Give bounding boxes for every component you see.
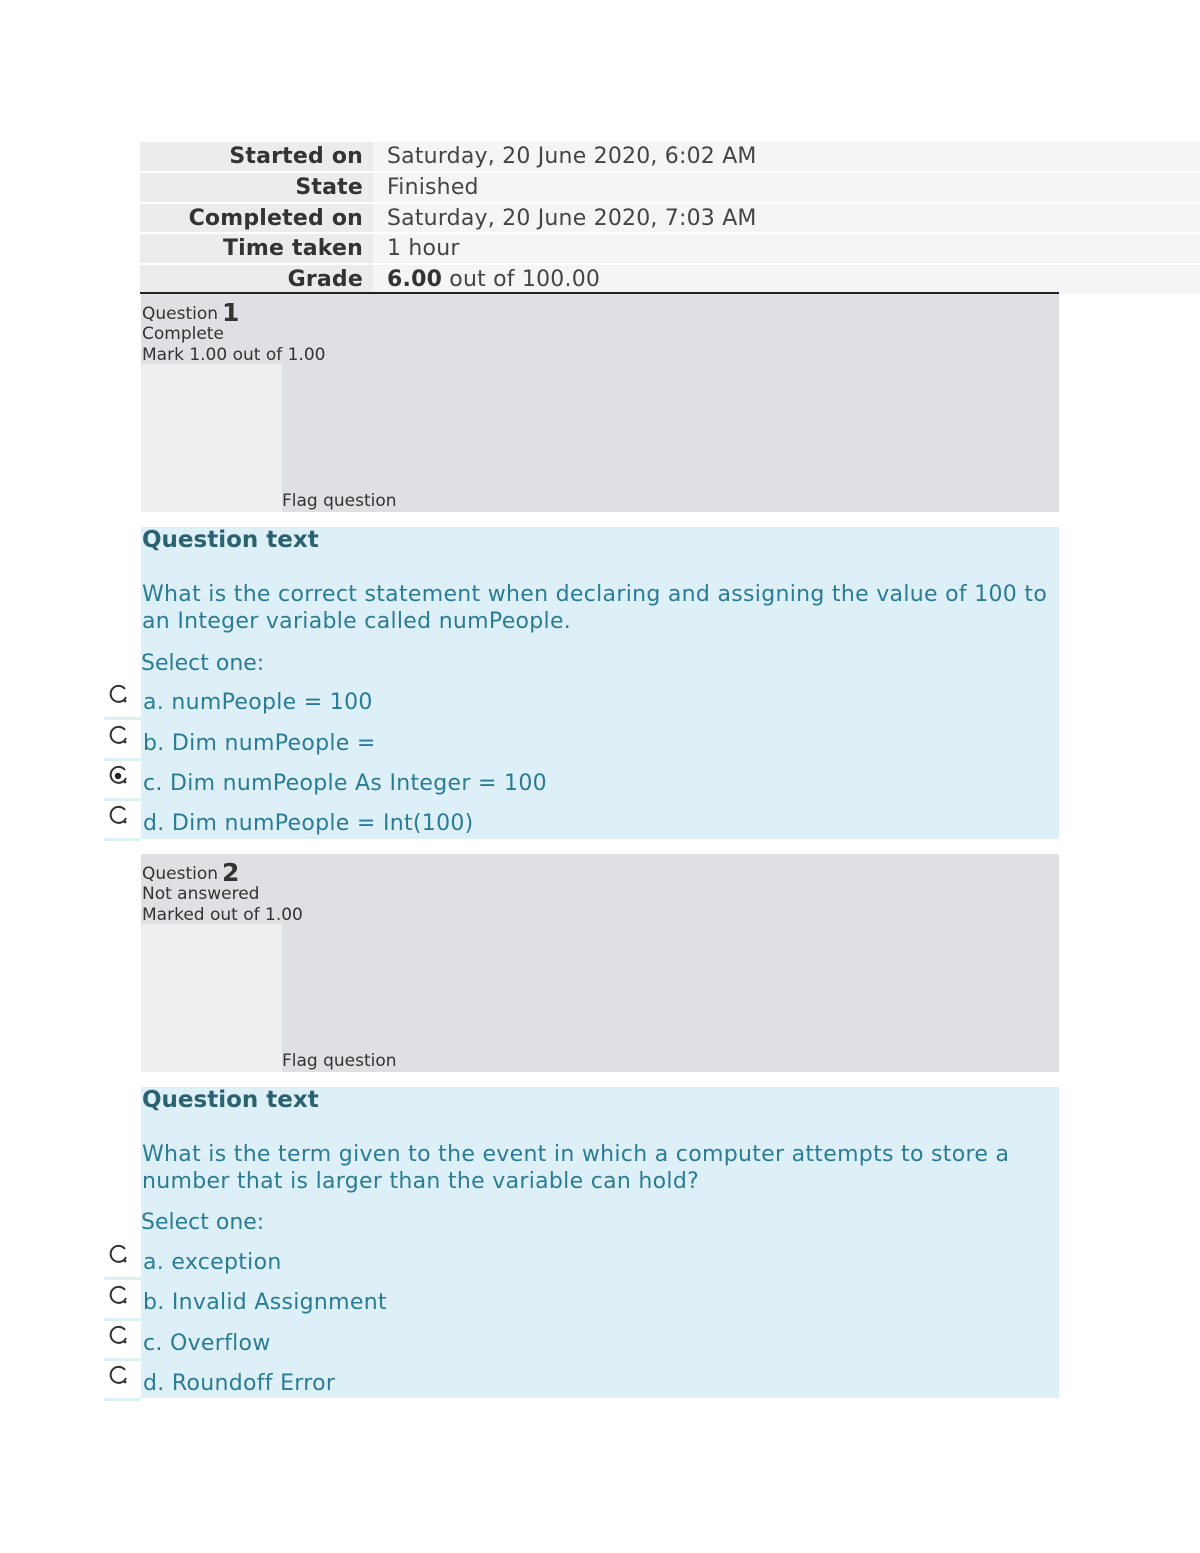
summary-value <box>373 265 1200 294</box>
question-text-heading: Question text <box>142 1087 319 1113</box>
question-number: Question 2 <box>142 858 240 887</box>
radio-unchecked-icon <box>108 805 130 827</box>
question-state: Not answered <box>142 884 260 904</box>
radio-option-d[interactable] <box>104 1361 141 1401</box>
radio-unchecked-icon <box>108 1244 130 1266</box>
attempt-summary-table <box>140 142 1200 296</box>
question-text: What is the correct statement when declaring and assigning the value of 100 to an Integer variable called numPeople. <box>142 582 1048 634</box>
radio-unchecked-icon <box>108 684 130 706</box>
summary-value: Saturday, 20 June 2020, 7:03 AM <box>373 204 1200 233</box>
radio-unchecked-icon <box>108 1365 130 1387</box>
radio-unchecked-icon <box>108 1325 130 1347</box>
summary-label: Completed on <box>140 204 373 233</box>
flag-question-link[interactable]: Flag question <box>282 1051 397 1071</box>
question-text-heading: Question text <box>142 527 319 553</box>
answer-option-c[interactable]: c. Dim numPeople As Integer = 100 <box>143 771 547 796</box>
radio-option-a[interactable] <box>104 680 141 720</box>
radio-checked-icon <box>108 765 130 787</box>
radio-unchecked-icon <box>108 1285 130 1307</box>
summary-row-completed-on <box>140 204 1200 235</box>
answer-option-b[interactable]: b. Dim numPeople = <box>143 731 376 756</box>
radio-unchecked-icon <box>108 725 130 747</box>
grade-score: 6.00 <box>387 267 443 293</box>
answer-option-d[interactable]: d. Dim numPeople = Int(100) <box>143 811 474 836</box>
question-text: What is the term given to the event in which a computer attempts to store a number that is larger than the variable can hold? <box>142 1142 1010 1194</box>
question-state: Complete <box>142 324 224 344</box>
summary-value: Finished <box>373 173 1200 202</box>
summary-label: State <box>140 173 373 202</box>
radio-option-a[interactable] <box>104 1240 141 1280</box>
radio-option-c[interactable] <box>104 761 141 801</box>
answer-option-a[interactable]: a. numPeople = 100 <box>143 690 373 715</box>
select-one-prompt: Select one: <box>141 1210 265 1235</box>
summary-label: Grade <box>140 265 373 294</box>
answer-option-a[interactable]: a. exception <box>143 1250 282 1275</box>
summary-label: Started on <box>140 142 373 171</box>
radio-option-d[interactable] <box>104 801 141 841</box>
radio-option-c[interactable] <box>104 1321 141 1361</box>
question-grade: Mark 1.00 out of 1.00 <box>142 345 326 365</box>
question-1-content <box>141 527 1059 839</box>
question-grade: Marked out of 1.00 <box>142 905 303 925</box>
question-number: Question 1 <box>142 298 240 327</box>
summary-label: Time taken <box>140 234 373 263</box>
question-2-info <box>141 854 1059 1072</box>
summary-value: Saturday, 20 June 2020, 6:02 AM <box>373 142 1200 171</box>
summary-row-state <box>140 173 1200 204</box>
summary-row-time-taken <box>140 234 1200 265</box>
grade-out-of: out of 100.00 <box>449 267 601 293</box>
answer-option-c[interactable]: c. Overflow <box>143 1331 271 1356</box>
radio-option-b[interactable] <box>104 1281 141 1321</box>
radio-option-b[interactable] <box>104 721 141 761</box>
question-1-info <box>141 294 1059 512</box>
select-one-prompt: Select one: <box>141 651 265 676</box>
answer-option-b[interactable]: b. Invalid Assignment <box>143 1290 387 1315</box>
flag-question-link[interactable]: Flag question <box>282 491 397 511</box>
question-2-content <box>141 1087 1059 1398</box>
summary-row-started-on <box>140 142 1200 173</box>
answer-option-d[interactable]: d. Roundoff Error <box>143 1371 336 1396</box>
summary-value: 1 hour <box>373 234 1200 263</box>
